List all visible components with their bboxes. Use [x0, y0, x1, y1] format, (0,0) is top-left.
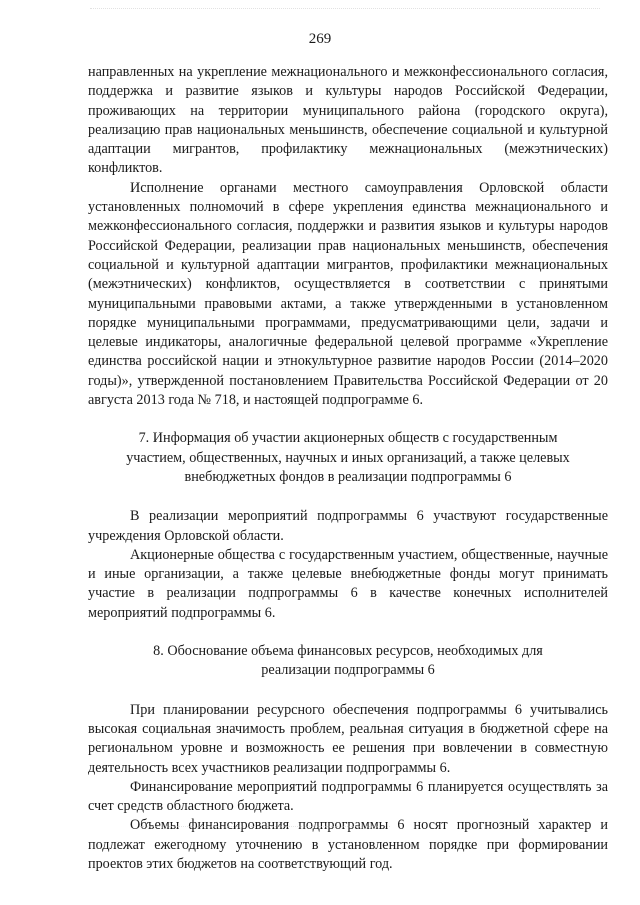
paragraph-state-institutions: В реализации мероприятий подпрограммы 6 участвуют государственные учреждения Орловской области.	[88, 508, 608, 544]
scan-artifact-bottom	[140, 826, 390, 833]
paragraph-financing-volumes: Объемы финансирования подпрограммы 6 носят прогнозный характер и подлежат ежегодному уточнению в установленном порядке при формировании проектов этих бюджетов на соответствующий год.	[88, 817, 608, 872]
paragraph-local-authorities: Исполнение органами местного самоуправления Орловской области установленных полномочий в сфере укрепления единства межнационального и межконфессионального согласия, поддержки и развития языков и культуры народов Российской Федерации, реализации прав национальных меньшинств, обеспечения социальной и культурной адаптации мигрантов, профилактики межнациональных (межэтнических) конфликтов, осуществляется в соответствии с принятыми муниципальными правовыми актами, а также утвержденными в установленном порядке муниципальными программами, предусматривающими цели, задачи и целевые индикаторы, аналогичные федеральной целевой программе «Укрепление единства российской нации и этнокультурное развитие народов России (2014–2020 годы)», утвержденной постановлением Правительства Российской Федерации от 20 августа 2013 года № 718, и настоящей подпрограмме 6.	[88, 179, 608, 409]
section-heading-8: 8. Обоснование объема финансовых ресурсов, необходимых для реализации подпрограммы 6	[153, 643, 543, 679]
section-heading-7: 7. Информация об участии акционерных обществ с государственным участием, общественных, научных и иных организаций, а также целевых внебюджетных фондов в реализации подпрограммы 6	[126, 430, 570, 485]
scan-artifact-top	[90, 8, 600, 17]
page-number: 269	[308, 31, 332, 47]
paragraph-joint-stock-companies: Акционерные общества с государственным участием, общественные, научные и иные организации, а также целевые внебюджетные фонды могут принимать участие в реализации подпрограммы 6 в качестве конечных исполнителей мероприятий подпрограммы 6.	[88, 546, 608, 621]
document-body	[88, 63, 608, 874]
paragraph-financing-source: Финансирование мероприятий подпрограммы 6 планируется осуществлять за счет средств областного бюджета.	[88, 778, 608, 815]
paragraph-continuation: направленных на укрепление межнационального и межконфессионального согласия, поддержка и развитие языков и культуры народов Российской Федерации, проживающих на территории муниципального района (городского округа), реализацию прав национальных меньшинств, обеспечение социальной и культурной адаптации мигрантов, профилактику межнациональных (межэтнических) конфликтов.	[88, 64, 608, 177]
paragraph-resource-planning: При планировании ресурсного обеспечения подпрограммы 6 учитывались высокая социальная значимость проблем, реальная ситуация в бюджетной сфере на региональном уровне и возможность ее решения при вовлечении в совместную деятельность всех участников реализации подпрограммы 6.	[88, 701, 608, 776]
